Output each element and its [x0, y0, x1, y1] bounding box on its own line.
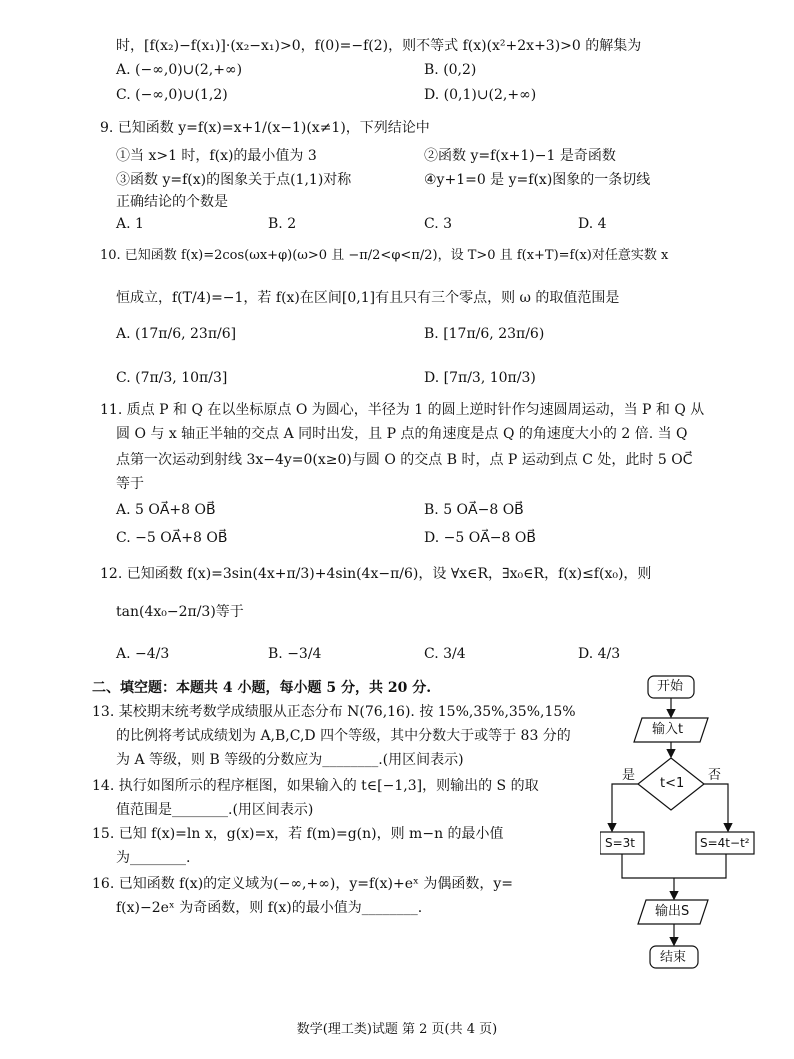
q11-line-2: 圆 O 与 x 轴正半轴的交点 A 同时出发，且 P 点的角速度是点 Q 的角速度大小的 2 倍. 当 Q: [116, 426, 688, 442]
page-footer: 数学(理工类)试题 第 2 页(共 4 页): [296, 1022, 498, 1037]
flow-right-process-label: S=4t−t²: [700, 836, 750, 850]
q10-stem-2: 恒成立，f(T/4)=−1，若 f(x)在区间[0,1]有且只有三个零点，则 ω 的取值范围是: [116, 290, 620, 306]
flow-condition-label: t<1: [660, 776, 685, 791]
q9-stem: 9. 已知函数 y=f(x)=x+1/(x−1)(x≠1)，下列结论中: [100, 120, 430, 136]
q9-option-d: D. 4: [578, 216, 607, 232]
q9-statement-3: ③函数 y=f(x)的图象关于点(1,1)对称: [116, 172, 352, 188]
q10-option-c: C. (7π/3, 10π/3]: [116, 370, 228, 386]
q8-option-b: B. (0,2): [424, 62, 477, 78]
q16-line-1: 16. 已知函数 f(x)的定义域为(−∞,+∞)，y=f(x)+eˣ 为偶函数，y=: [92, 876, 514, 892]
flow-input-label: 输入t: [652, 722, 684, 737]
q8-option-d: D. (0,1)∪(2,+∞): [424, 87, 537, 103]
q9-option-c: C. 3: [424, 216, 453, 232]
q16-line-2: f(x)−2eˣ 为奇函数，则 f(x)的最小值为________.: [116, 900, 423, 916]
q11-line-1: 11. 质点 P 和 Q 在以坐标原点 O 为圆心，半径为 1 的圆上逆时针作匀速圆周运动，当 P 和 Q 从: [100, 402, 705, 418]
q8-option-c: C. (−∞,0)∪(1,2): [116, 87, 228, 103]
q12-stem-2: tan(4x₀−2π/3)等于: [116, 604, 244, 620]
flow-yes-label: 是: [622, 768, 636, 783]
flow-output-label: 输出S: [655, 904, 690, 919]
q15-line-1: 15. 已知 f(x)=ln x，g(x)=x，若 f(m)=g(n)，则 m−n 的最小值: [92, 826, 504, 842]
q14-line-2: 值范围是________.(用区间表示): [116, 802, 314, 818]
q11-option-a: A. 5 OA⃗+8 OB⃗: [116, 502, 216, 518]
q14-line-1: 14. 执行如图所示的程序框图，如果输入的 t∈[−1,3]，则输出的 S 的取: [92, 778, 539, 794]
q8-stem: 时，[f(x₂)−f(x₁)]·(x₂−x₁)>0，f(0)=−f(2)，则不等式 f(x)(x²+2x+3)>0 的解集为: [116, 38, 642, 54]
q9-option-b: B. 2: [268, 216, 297, 232]
q11-line-3: 点第一次运动到射线 3x−4y=0(x≥0)与圆 O 的交点 B 时，点 P 运动到点 C 处，此时 5 OC⃗: [116, 452, 693, 468]
flowchart-drawing: [600, 670, 780, 980]
q13-line-2: 的比例将考试成绩划为 A,B,C,D 四个等级，其中分数大于或等于 83 分的: [116, 728, 571, 744]
q13-line-1: 13. 某校期末统考数学成绩服从正态分布 N(76,16). 按 15%,35%,35%,15%: [92, 704, 576, 720]
program-flowchart: [600, 670, 780, 980]
q11-option-d: D. −5 OA⃗−8 OB⃗: [424, 530, 536, 546]
q10-option-b: B. [17π/6, 23π/6): [424, 326, 545, 342]
flow-left-process-label: S=3t: [605, 836, 636, 850]
flow-no-label: 否: [708, 768, 722, 783]
q12-stem: 12. 已知函数 f(x)=3sin(4x+π/3)+4sin(4x−π/6)，设 ∀x∈R，∃x₀∈R，f(x)≤f(x₀)，则: [100, 566, 652, 582]
flow-end-label: 结束: [660, 950, 687, 965]
q10-stem: 10. 已知函数 f(x)=2cos(ωx+φ)(ω>0 且 −π/2<φ<π/2)，设 T>0 且 f(x+T)=f(x)对任意实数 x: [100, 248, 669, 263]
q11-option-c: C. −5 OA⃗+8 OB⃗: [116, 530, 228, 546]
q13-line-3: 为 A 等级，则 B 等级的分数应为________.(用区间表示): [116, 752, 464, 768]
q9-ask: 正确结论的个数是: [116, 194, 228, 210]
q11-option-b: B. 5 OA⃗−8 OB⃗: [424, 502, 524, 518]
q12-option-c: C. 3/4: [424, 646, 466, 662]
q12-option-d: D. 4/3: [578, 646, 621, 662]
q9-statement-4: ④y+1=0 是 y=f(x)图象的一条切线: [424, 172, 651, 188]
q15-line-2: 为________.: [116, 850, 191, 866]
q9-statement-2: ②函数 y=f(x+1)−1 是奇函数: [424, 148, 616, 164]
q9-option-a: A. 1: [116, 216, 144, 232]
section-2-heading: 二、填空题：本题共 4 小题，每小题 5 分，共 20 分.: [92, 680, 432, 696]
q10-option-a: A. (17π/6, 23π/6]: [116, 326, 237, 342]
q8-option-a: A. (−∞,0)∪(2,+∞): [116, 62, 243, 78]
q9-statement-1: ①当 x>1 时，f(x)的最小值为 3: [116, 148, 317, 164]
q12-option-b: B. −3/4: [268, 646, 322, 662]
q11-line-4: 等于: [116, 476, 144, 492]
q12-option-a: A. −4/3: [116, 646, 170, 662]
flow-start-label: 开始: [657, 679, 684, 694]
q10-option-d: D. [7π/3, 10π/3): [424, 370, 536, 386]
